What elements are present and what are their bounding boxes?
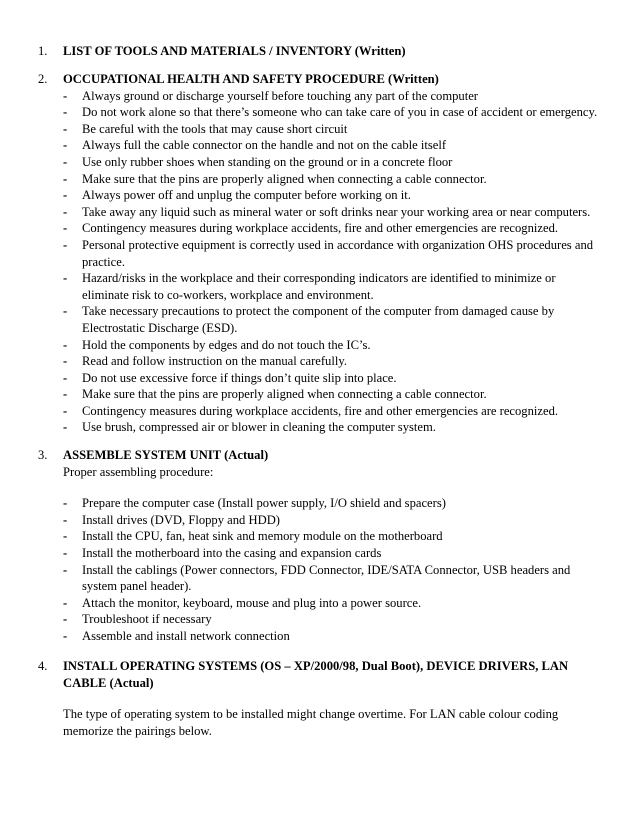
section-number: 1. (38, 44, 48, 58)
section-body (38, 464, 598, 645)
bullet-dash: - (63, 88, 68, 103)
bullet-dash: - (63, 271, 68, 286)
section-heading (38, 658, 598, 691)
list-item-text: Hazard/risks in the workplace and their corresponding indicators are identified to minimize or eliminate risk to co-workers, workplace and environment. (82, 271, 556, 302)
list-item (63, 562, 598, 595)
section-4 (38, 658, 598, 739)
section-title: INSTALL OPERATING SYSTEMS (OS – XP/2000/98, Dual Boot), DEVICE DRIVERS, LAN CABLE (Actual) (63, 659, 569, 690)
list-item-text: Contingency measures during workplace accidents, fire and other emergencies are recognized. (82, 221, 559, 236)
list-item-text: Personal protective equipment is correctly used in accordance with organization OHS procedures and practice. (82, 237, 594, 269)
bullet-dash: - (63, 387, 68, 402)
section-heading (38, 71, 598, 88)
list-item-text: Use brush, compressed air or blower in cleaning the computer system. (82, 420, 436, 435)
bullet-dash: - (63, 545, 68, 560)
bullet-dash: - (63, 121, 68, 136)
list-item-text: Take away any liquid such as mineral water or soft drinks near your working area or near computers. (82, 204, 591, 219)
list-item (63, 220, 598, 237)
list-item-text: Do not use excessive force if things don’t quite slip into place. (82, 370, 397, 385)
bullet-dash: - (63, 595, 68, 610)
list-item-text: Contingency measures during workplace accidents, fire and other emergencies are recognized. (82, 403, 559, 418)
list-item (63, 104, 598, 121)
list-item-text: Be careful with the tools that may cause short circuit (82, 121, 348, 136)
list-item-text: Assemble and install network connection (82, 628, 290, 643)
bullet-dash: - (63, 188, 68, 203)
list-item-text: Use only rubber shoes when standing on the ground or in a concrete floor (82, 154, 453, 169)
list-item-text: Install drives (DVD, Floppy and HDD) (82, 512, 280, 527)
section-title: ASSEMBLE SYSTEM UNIT (Actual) (63, 448, 269, 462)
section-number: 2. (38, 72, 48, 86)
list-item (63, 495, 598, 512)
list-item (63, 88, 598, 105)
list-item-text: Make sure that the pins are properly aligned when connecting a cable connector. (82, 171, 487, 186)
section-paragraph: The type of operating system to be installed might change overtime. For LAN cable colour coding memorize the pairings below. (63, 707, 559, 738)
ohs-procedure-list (63, 88, 598, 436)
section-number: 4. (38, 659, 48, 673)
list-item-text: Attach the monitor, keyboard, mouse and plug into a power source. (82, 595, 422, 610)
bullet-dash: - (63, 105, 68, 120)
bullet-dash: - (63, 628, 68, 643)
bullet-dash: - (63, 403, 68, 418)
bullet-dash: - (63, 354, 68, 369)
section-body (38, 706, 598, 739)
list-item-text: Make sure that the pins are properly aligned when connecting a cable connector. (82, 387, 487, 402)
list-item-text: Prepare the computer case (Install power supply, I/O shield and spacers) (82, 496, 446, 511)
list-item (63, 270, 598, 303)
list-item (63, 595, 598, 612)
list-item (63, 337, 598, 354)
bullet-dash: - (63, 171, 68, 186)
section-heading (38, 43, 598, 60)
list-item (63, 370, 598, 387)
bullet-dash: - (63, 370, 68, 385)
bullet-dash: - (63, 420, 68, 435)
bullet-dash: - (63, 221, 68, 236)
list-item (63, 403, 598, 420)
list-item (63, 353, 598, 370)
list-item (63, 303, 598, 336)
list-item (63, 137, 598, 154)
list-item (63, 171, 598, 188)
bullet-dash: - (63, 512, 68, 527)
list-item-text: Do not work alone so that there’s someone who can take care of you in case of accident or emergency. (82, 105, 598, 120)
list-item (63, 545, 598, 562)
section-title: OCCUPATIONAL HEALTH AND SAFETY PROCEDURE (Written) (63, 72, 439, 86)
list-item-text: Read and follow instruction on the manual carefully. (82, 354, 347, 369)
list-item (63, 187, 598, 204)
list-item (63, 512, 598, 529)
list-item (63, 528, 598, 545)
bullet-dash: - (63, 304, 68, 319)
assembly-procedure-list (63, 495, 598, 644)
list-item (63, 204, 598, 221)
section-body (38, 88, 598, 436)
bullet-dash: - (63, 612, 68, 627)
list-item-text: Hold the components by edges and do not touch the IC’s. (82, 337, 371, 352)
list-item-text: Install the CPU, fan, heat sink and memory module on the motherboard (82, 529, 443, 544)
bullet-dash: - (63, 496, 68, 511)
section-3 (38, 447, 598, 645)
list-item (63, 237, 598, 270)
bullet-dash: - (63, 237, 68, 252)
bullet-dash: - (63, 337, 68, 352)
list-item (63, 628, 598, 645)
list-item (63, 154, 598, 171)
bullet-dash: - (63, 204, 68, 219)
section-number: 3. (38, 448, 48, 462)
list-item (63, 419, 598, 436)
list-item-text: Install the cablings (Power connectors, FDD Connector, IDE/SATA Connector, USB headers and system panel header). (82, 562, 571, 594)
list-item-text: Always ground or discharge yourself before touching any part of the computer (82, 88, 479, 103)
section-intro: Proper assembling procedure: (63, 464, 214, 479)
bullet-dash: - (63, 154, 68, 169)
section-2 (38, 71, 598, 436)
bullet-dash: - (63, 529, 68, 544)
section-1 (38, 43, 598, 60)
list-item (63, 611, 598, 628)
bullet-dash: - (63, 562, 68, 577)
list-item-text: Install the motherboard into the casing and expansion cards (82, 545, 382, 560)
list-item-text: Always full the cable connector on the handle and not on the cable itself (82, 138, 447, 153)
bullet-dash: - (63, 138, 68, 153)
list-item-text: Always power off and unplug the computer before working on it. (82, 188, 411, 203)
list-item-text: Take necessary precautions to protect the component of the computer from damaged cause by Electrostatic Discharge (ESD). (82, 304, 555, 335)
list-item (63, 386, 598, 403)
list-item (63, 121, 598, 138)
section-title: LIST OF TOOLS AND MATERIALS / INVENTORY (Written) (63, 44, 406, 58)
list-item-text: Troubleshoot if necessary (82, 612, 212, 627)
section-heading (38, 447, 598, 464)
